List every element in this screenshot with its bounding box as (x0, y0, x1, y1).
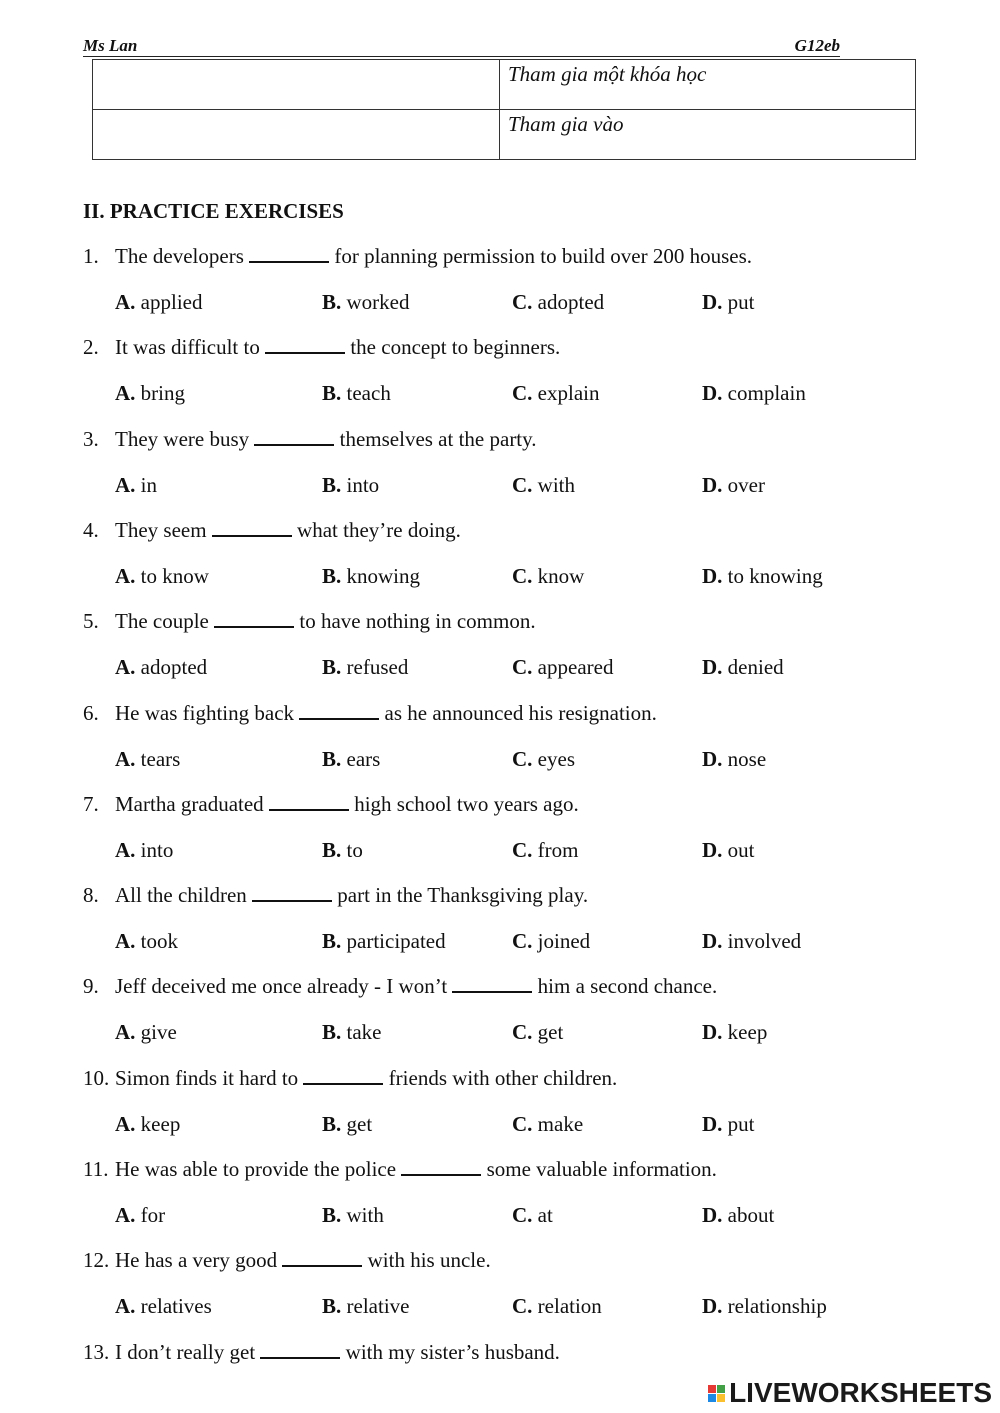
option-text: tears (140, 747, 181, 771)
option-c[interactable] (512, 1203, 553, 1228)
option-b[interactable] (322, 290, 410, 315)
question-6 (83, 701, 657, 726)
option-text: involved (727, 929, 802, 953)
option-a[interactable] (115, 747, 180, 772)
option-text: knowing (346, 564, 421, 588)
question-number: 10. (83, 1066, 110, 1090)
option-letter: B. (322, 1112, 342, 1136)
option-text: keep (140, 1112, 181, 1136)
option-c[interactable] (512, 838, 579, 863)
answer-blank[interactable] (452, 975, 532, 993)
question-12 (83, 1248, 491, 1273)
question-text-after: what they’re doing. (291, 518, 461, 542)
option-letter: B. (322, 473, 342, 497)
question-text-before: It was difficult to (115, 335, 266, 359)
options-row (115, 655, 875, 681)
option-b[interactable] (322, 655, 408, 680)
option-d[interactable] (702, 1112, 755, 1137)
option-d[interactable] (702, 929, 801, 954)
question-number: 9. (83, 974, 99, 998)
option-a[interactable] (115, 838, 173, 863)
option-text: with (346, 1203, 384, 1227)
teacher-name: Ms Lan (83, 36, 138, 55)
option-text: to know (140, 564, 209, 588)
question-8 (83, 883, 588, 908)
question-number: 1. (83, 244, 99, 268)
answer-blank[interactable] (303, 1067, 383, 1085)
option-d[interactable] (702, 1294, 827, 1319)
option-text: explain (537, 381, 600, 405)
option-letter: C. (512, 838, 533, 862)
option-letter: C. (512, 564, 533, 588)
question-2 (83, 335, 560, 360)
question-text-after: high school two years ago. (348, 792, 579, 816)
option-b[interactable] (322, 929, 446, 954)
option-text: applied (140, 290, 203, 314)
option-text: joined (537, 929, 591, 953)
options-row (115, 473, 875, 499)
option-text: relation (537, 1294, 602, 1318)
option-text: ears (346, 747, 381, 771)
option-text: out (727, 838, 755, 862)
question-text-before: Simon finds it hard to (115, 1066, 304, 1090)
option-letter: D. (702, 747, 723, 771)
answer-blank[interactable] (252, 884, 332, 902)
option-letter: C. (512, 929, 533, 953)
option-b[interactable] (322, 747, 380, 772)
option-letter: B. (322, 290, 342, 314)
option-c[interactable] (512, 473, 575, 498)
option-text: get (537, 1020, 564, 1044)
option-letter: A. (115, 381, 136, 405)
question-7 (83, 792, 579, 817)
options-row (115, 1294, 875, 1320)
option-c[interactable] (512, 929, 590, 954)
question-text-after: to have nothing in common. (294, 609, 536, 633)
answer-blank[interactable] (214, 610, 294, 628)
option-text: eyes (537, 747, 575, 771)
option-b[interactable] (322, 1203, 384, 1228)
option-letter: D. (702, 655, 723, 679)
option-letter: C. (512, 655, 533, 679)
option-letter: A. (115, 838, 136, 862)
option-text: teach (346, 381, 391, 405)
option-d[interactable] (702, 747, 766, 772)
option-letter: D. (702, 473, 723, 497)
section-title: II. PRACTICE EXERCISES (83, 199, 344, 223)
option-text: at (537, 1203, 553, 1227)
question-text-after: part in the Thanksgiving play. (332, 883, 589, 907)
option-letter: A. (115, 747, 136, 771)
answer-blank[interactable] (254, 428, 334, 446)
option-text: to knowing (727, 564, 823, 588)
option-a[interactable] (115, 290, 202, 315)
answer-blank[interactable] (265, 336, 345, 354)
question-number: 3. (83, 427, 99, 451)
option-text: took (140, 929, 179, 953)
option-letter: A. (115, 1203, 136, 1227)
option-d[interactable] (702, 381, 806, 406)
options-row (115, 1203, 875, 1229)
option-text: put (727, 1112, 755, 1136)
option-b[interactable] (322, 838, 363, 863)
option-c[interactable] (512, 564, 584, 589)
question-11 (83, 1157, 717, 1182)
question-text-before: They seem (115, 518, 212, 542)
option-d[interactable] (702, 564, 823, 589)
option-d[interactable] (702, 1203, 774, 1228)
answer-blank[interactable] (401, 1158, 481, 1176)
option-text: take (346, 1020, 382, 1044)
answer-blank[interactable] (212, 519, 292, 537)
options-row (115, 929, 875, 955)
question-10 (83, 1066, 617, 1091)
question-text-before: They were busy (115, 427, 255, 451)
question-text-after: some valuable information. (481, 1157, 717, 1181)
option-text: relatives (140, 1294, 212, 1318)
question-text-before: He has a very good (115, 1248, 283, 1272)
option-text: into (140, 838, 174, 862)
logo-tiles-icon (708, 1385, 725, 1402)
option-d[interactable] (702, 290, 755, 315)
option-a[interactable] (115, 1020, 177, 1045)
question-number: 11. (83, 1157, 109, 1181)
option-c[interactable] (512, 747, 575, 772)
option-text: with (537, 473, 576, 497)
options-row (115, 290, 875, 316)
vocab-table (92, 59, 916, 160)
option-letter: B. (322, 564, 342, 588)
option-d[interactable] (702, 655, 784, 680)
option-letter: D. (702, 381, 723, 405)
option-letter: B. (322, 655, 342, 679)
option-letter: C. (512, 1020, 533, 1044)
option-letter: C. (512, 290, 533, 314)
option-a[interactable] (115, 564, 209, 589)
option-a[interactable] (115, 473, 157, 498)
answer-blank[interactable] (269, 793, 349, 811)
option-letter: B. (322, 1294, 342, 1318)
option-text: adopted (140, 655, 208, 679)
answer-blank[interactable] (249, 245, 329, 263)
options-row (115, 1020, 875, 1046)
option-letter: D. (702, 1203, 723, 1227)
option-text: worked (346, 290, 410, 314)
option-text: relationship (727, 1294, 827, 1318)
option-text: participated (346, 929, 446, 953)
options-row (115, 564, 875, 590)
option-letter: D. (702, 929, 723, 953)
option-letter: A. (115, 290, 136, 314)
option-a[interactable] (115, 1294, 212, 1319)
option-c[interactable] (512, 381, 599, 406)
option-letter: D. (702, 564, 723, 588)
option-a[interactable] (115, 655, 207, 680)
option-letter: D. (702, 1294, 723, 1318)
option-letter: A. (115, 655, 136, 679)
option-b[interactable] (322, 1112, 372, 1137)
option-c[interactable] (512, 655, 613, 680)
question-number: 2. (83, 335, 99, 359)
option-d[interactable] (702, 473, 765, 498)
brand-name: LIVEWORKSHEETS (729, 1377, 992, 1408)
option-a[interactable] (115, 1112, 180, 1137)
question-text-before: He was fighting back (115, 701, 300, 725)
option-text: into (346, 473, 380, 497)
option-c[interactable] (512, 1112, 583, 1137)
page-header (83, 36, 840, 57)
question-number: 6. (83, 701, 99, 725)
table-cell-vi: Tham gia một khóa học (500, 60, 916, 110)
question-text-before: The developers (115, 244, 250, 268)
option-text: refused (346, 655, 409, 679)
option-letter: A. (115, 473, 136, 497)
question-number: 7. (83, 792, 99, 816)
option-b[interactable] (322, 1020, 382, 1045)
answer-blank[interactable] (282, 1249, 362, 1267)
question-number: 5. (83, 609, 99, 633)
option-text: over (727, 473, 765, 497)
option-c[interactable] (512, 1020, 563, 1045)
table-row (93, 60, 916, 110)
option-a[interactable] (115, 929, 178, 954)
option-text: denied (727, 655, 784, 679)
option-letter: B. (322, 381, 342, 405)
question-text-after: themselves at the party. (334, 427, 537, 451)
option-text: about (727, 1203, 775, 1227)
option-letter: D. (702, 1020, 723, 1044)
option-letter: B. (322, 838, 342, 862)
option-text: relative (346, 1294, 410, 1318)
class-code: G12eb (794, 36, 840, 55)
option-b[interactable] (322, 381, 391, 406)
option-text: make (537, 1112, 584, 1136)
question-text-after: with his uncle. (362, 1248, 491, 1272)
question-text-after: him a second chance. (532, 974, 718, 998)
table-row (93, 110, 916, 160)
options-row (115, 838, 875, 864)
option-letter: C. (512, 381, 533, 405)
question-number: 12. (83, 1248, 110, 1272)
question-number: 8. (83, 883, 99, 907)
option-text: nose (727, 747, 767, 771)
option-letter: D. (702, 290, 723, 314)
option-text: get (346, 1112, 373, 1136)
question-text-before: All the children (115, 883, 253, 907)
option-text: know (537, 564, 585, 588)
option-letter: C. (512, 1203, 533, 1227)
answer-blank[interactable] (260, 1341, 340, 1359)
question-4 (83, 518, 461, 543)
option-letter: B. (322, 1020, 342, 1044)
question-text-before: The couple (115, 609, 215, 633)
options-row (115, 381, 875, 407)
option-letter: A. (115, 1294, 136, 1318)
question-number: 4. (83, 518, 99, 542)
option-a[interactable] (115, 381, 185, 406)
option-c[interactable] (512, 1294, 602, 1319)
question-text-after: for planning permission to build over 200 houses. (329, 244, 752, 268)
question-13 (83, 1340, 560, 1365)
option-text: complain (727, 381, 806, 405)
option-text: in (140, 473, 158, 497)
option-text: give (140, 1020, 177, 1044)
question-number: 13. (83, 1340, 110, 1364)
option-text: from (537, 838, 579, 862)
options-row (115, 747, 875, 773)
option-b[interactable] (322, 473, 379, 498)
question-text-after: friends with other children. (383, 1066, 618, 1090)
question-9 (83, 974, 717, 999)
option-letter: B. (322, 929, 342, 953)
question-text-after: as he announced his resignation. (379, 701, 657, 725)
liveworksheets-logo (708, 1377, 992, 1409)
option-letter: A. (115, 1020, 136, 1044)
option-d[interactable] (702, 838, 755, 863)
question-text-before: Jeff deceived me once already - I won’t (115, 974, 453, 998)
question-3 (83, 427, 537, 452)
question-text-before: Martha graduated (115, 792, 269, 816)
option-text: for (140, 1203, 166, 1227)
table-cell-vi: Tham gia vào (500, 110, 916, 160)
question-text-before: He was able to provide the police (115, 1157, 402, 1181)
option-letter: D. (702, 838, 723, 862)
option-text: bring (140, 381, 185, 405)
option-text: put (727, 290, 755, 314)
option-letter: D. (702, 1112, 723, 1136)
option-text: to (346, 838, 363, 862)
option-letter: C. (512, 473, 533, 497)
option-letter: A. (115, 929, 136, 953)
option-text: keep (727, 1020, 768, 1044)
question-text-after: the concept to beginners. (345, 335, 561, 359)
option-a[interactable] (115, 1203, 165, 1228)
option-b[interactable] (322, 1294, 409, 1319)
option-text: adopted (537, 290, 605, 314)
option-letter: A. (115, 1112, 136, 1136)
table-cell-en (93, 110, 500, 160)
option-letter: C. (512, 747, 533, 771)
question-1 (83, 244, 752, 269)
option-c[interactable] (512, 290, 604, 315)
question-5 (83, 609, 536, 634)
option-letter: C. (512, 1294, 533, 1318)
option-letter: C. (512, 1112, 533, 1136)
option-text: appeared (537, 655, 614, 679)
answer-blank[interactable] (299, 702, 379, 720)
question-text-after: with my sister’s husband. (340, 1340, 560, 1364)
options-row (115, 1112, 875, 1138)
option-b[interactable] (322, 564, 420, 589)
option-letter: B. (322, 747, 342, 771)
table-cell-en (93, 60, 500, 110)
option-d[interactable] (702, 1020, 767, 1045)
option-letter: A. (115, 564, 136, 588)
option-letter: B. (322, 1203, 342, 1227)
question-text-before: I don’t really get (115, 1340, 261, 1364)
